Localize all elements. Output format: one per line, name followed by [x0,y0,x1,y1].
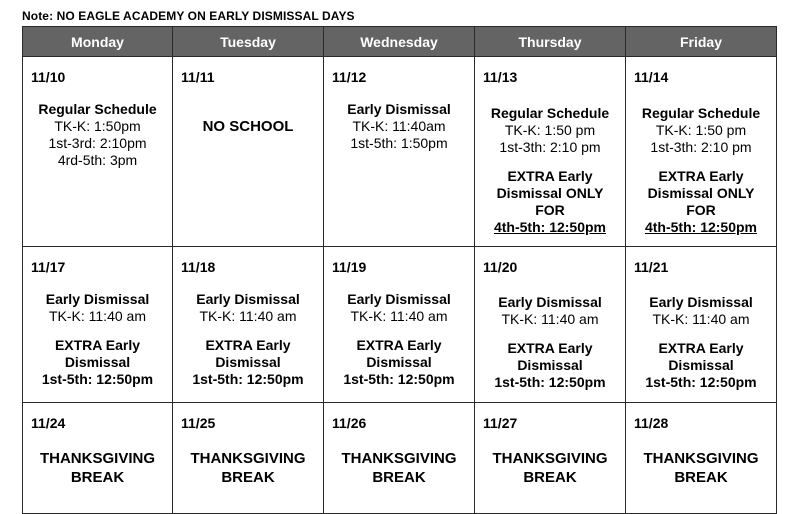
header-monday: Monday [23,27,173,57]
week-row [23,403,777,514]
schedule-line: TK-K: 11:40am [352,118,446,134]
break-label: BREAK [221,469,275,486]
schedule-calendar-table [22,26,777,514]
break-label: BREAK [372,469,426,486]
schedule-note: Note: NO EAGLE ACADEMY ON EARLY DISMISSAL DAYS [22,9,355,23]
date-label: 11/19 [332,259,367,275]
extra-dismissal-time: 1st-5th: 12:50pm [645,374,757,390]
day-cell-11-17 [23,247,173,403]
day-cell-11-14 [626,57,777,247]
day-cell-11-19 [324,247,475,403]
schedule-title: Regular Schedule [490,105,610,121]
date-label: 11/25 [181,415,216,431]
extra-dismissal-line: Dismissal [366,354,432,370]
schedule-title: Regular Schedule [641,105,761,121]
day-cell-11-27 [475,403,626,514]
extra-dismissal-time: 1st-5th: 12:50pm [343,371,455,387]
extra-dismissal-line: EXTRA Early [205,337,291,353]
header-thursday: Thursday [475,27,626,57]
date-label: 11/26 [332,415,367,431]
schedule-line: 1st-3rd: 2:10pm [48,135,147,151]
date-label: 11/12 [332,69,367,85]
extra-dismissal-line: FOR [535,202,565,218]
date-label: 11/28 [634,415,669,431]
schedule-line: TK-K: 11:40 am [501,311,599,327]
date-label: 11/14 [634,69,669,85]
no-school-label: NO SCHOOL [202,118,294,135]
date-label: 11/13 [483,69,518,85]
extra-dismissal-line: Dismissal ONLY [647,185,755,201]
schedule-line: 4rd-5th: 3pm [57,152,138,168]
extra-dismissal-line: Dismissal [64,354,131,370]
extra-dismissal-line: EXTRA Early [658,168,744,184]
extra-dismissal-time: 1st-5th: 12:50pm [494,374,606,390]
schedule-title: Early Dismissal [498,294,602,310]
date-label: 11/11 [181,69,215,85]
week-row [23,57,777,247]
schedule-line: 1st-3th: 2:10 pm [650,139,752,155]
extra-dismissal-time: 4th-5th: 12:50pm [493,219,607,235]
extra-dismissal-line: Dismissal [215,354,281,370]
break-label: BREAK [70,469,125,486]
extra-dismissal-line: EXTRA Early [356,337,442,353]
day-cell-11-20 [475,247,626,403]
day-cell-11-21 [626,247,777,403]
schedule-title: Early Dismissal [347,291,451,307]
date-label: 11/17 [31,259,66,275]
day-cell-11-26 [324,403,475,514]
week-row [23,247,777,403]
break-label: BREAK [523,469,577,486]
extra-dismissal-line: EXTRA Early [658,340,744,356]
schedule-line: TK-K: 11:40 am [350,308,448,324]
date-label: 11/24 [31,415,66,431]
schedule-line: TK-K: 11:40 am [199,308,297,324]
date-label: 11/18 [181,259,216,275]
day-cell-11-28 [626,403,777,514]
schedule-title: Early Dismissal [347,101,451,117]
extra-dismissal-line: EXTRA Early [54,337,141,353]
break-label: THANKSGIVING [190,450,306,467]
date-label: 11/20 [483,259,518,275]
day-cell-11-11 [173,57,324,247]
date-label: 11/21 [634,259,669,275]
day-cell-11-12 [324,57,475,247]
break-label: THANKSGIVING [341,450,457,467]
day-cell-11-13 [475,57,626,247]
schedule-line: 1st-5th: 1:50pm [350,135,448,151]
break-label: THANKSGIVING [39,450,155,467]
day-cell-11-24 [23,403,173,514]
break-label: THANKSGIVING [643,450,759,467]
schedule-line: TK-K: 1:50pm [54,118,141,134]
date-label: 11/27 [483,415,518,431]
extra-dismissal-line: EXTRA Early [507,340,593,356]
extra-dismissal-time: 4th-5th: 12:50pm [644,219,758,235]
extra-dismissal-line: Dismissal [668,357,734,373]
schedule-title: Early Dismissal [196,291,300,307]
extra-dismissal-line: Dismissal [517,357,583,373]
extra-dismissal-time: 1st-5th: 12:50pm [192,371,304,387]
break-label: THANKSGIVING [492,450,608,467]
header-tuesday: Tuesday [173,27,324,57]
day-cell-11-18 [173,247,324,403]
extra-dismissal-line: FOR [686,202,716,218]
schedule-title: Early Dismissal [649,294,753,310]
weekday-header-row [23,27,777,57]
header-friday: Friday [626,27,777,57]
extra-dismissal-line: Dismissal ONLY [496,185,604,201]
extra-dismissal-time: 1st-5th: 12:50pm [41,371,154,387]
schedule-line: 1st-3th: 2:10 pm [499,139,601,155]
schedule-title: Regular Schedule [38,101,157,117]
day-cell-11-10 [23,57,173,247]
date-label: 11/10 [31,69,66,85]
header-wednesday: Wednesday [324,27,475,57]
day-cell-11-25 [173,403,324,514]
schedule-title: Early Dismissal [45,291,150,307]
schedule-line: TK-K: 1:50 pm [504,122,596,138]
break-label: BREAK [674,469,728,486]
schedule-line: TK-K: 11:40 am [48,308,146,324]
extra-dismissal-line: EXTRA Early [507,168,593,184]
schedule-line: TK-K: 1:50 pm [655,122,747,138]
schedule-line: TK-K: 11:40 am [652,311,750,327]
